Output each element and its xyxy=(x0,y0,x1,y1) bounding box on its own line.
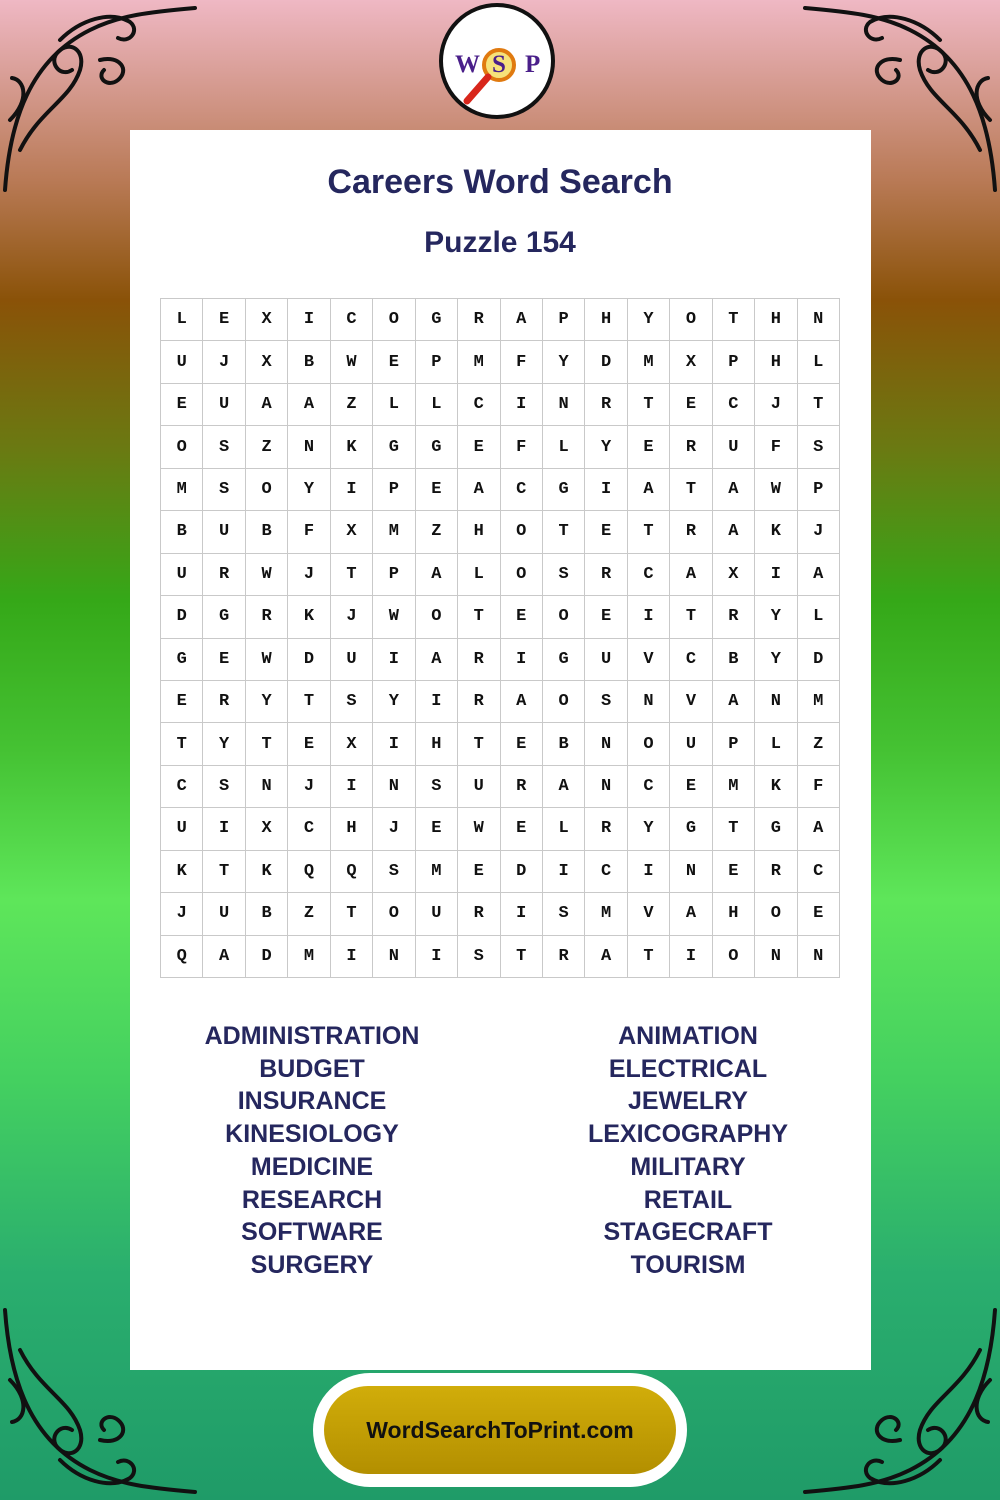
grid-cell[interactable]: T xyxy=(331,893,373,935)
grid-cell[interactable]: R xyxy=(501,766,543,808)
grid-cell[interactable]: N xyxy=(543,384,585,426)
grid-cell[interactable]: M xyxy=(628,341,670,383)
grid-cell[interactable]: Y xyxy=(755,639,797,681)
grid-cell[interactable]: R xyxy=(203,554,245,596)
grid-cell[interactable]: J xyxy=(161,893,203,935)
grid-cell[interactable]: R xyxy=(203,681,245,723)
grid-cell[interactable]: E xyxy=(416,808,458,850)
grid-cell[interactable]: P xyxy=(373,554,415,596)
grid-cell[interactable]: D xyxy=(246,936,288,978)
word-list-item: BUDGET xyxy=(259,1054,365,1083)
grid-cell[interactable]: S xyxy=(331,681,373,723)
grid-cell[interactable]: E xyxy=(161,681,203,723)
grid-cell[interactable]: D xyxy=(585,341,627,383)
grid-cell[interactable]: O xyxy=(628,723,670,765)
grid-cell[interactable]: L xyxy=(798,596,840,638)
grid-cell[interactable]: W xyxy=(373,596,415,638)
grid-cell[interactable]: X xyxy=(713,554,755,596)
grid-cell[interactable]: M xyxy=(161,469,203,511)
grid-cell[interactable]: E xyxy=(203,299,245,341)
grid-cell[interactable]: H xyxy=(713,893,755,935)
word-list-item: ANIMATION xyxy=(618,1022,758,1050)
grid-cell[interactable]: K xyxy=(288,596,330,638)
grid-cell[interactable]: N xyxy=(585,766,627,808)
grid-cell[interactable]: F xyxy=(288,511,330,553)
grid-cell[interactable]: E xyxy=(458,851,500,893)
grid-cell[interactable]: R xyxy=(246,596,288,638)
grid-cell[interactable]: S xyxy=(543,893,585,935)
grid-cell[interactable]: T xyxy=(670,596,712,638)
grid-cell[interactable]: O xyxy=(416,596,458,638)
grid-cell[interactable]: M xyxy=(585,893,627,935)
grid-cell[interactable]: Y xyxy=(288,469,330,511)
grid-cell[interactable]: O xyxy=(246,469,288,511)
grid-cell[interactable]: R xyxy=(458,639,500,681)
word-list-item: ELECTRICAL xyxy=(608,1054,768,1083)
grid-cell[interactable]: I xyxy=(501,384,543,426)
grid-cell[interactable]: G xyxy=(543,639,585,681)
grid-cell[interactable]: Y xyxy=(628,808,670,850)
grid-cell[interactable]: L xyxy=(798,341,840,383)
grid-cell[interactable]: O xyxy=(543,681,585,723)
grid-cell[interactable]: U xyxy=(161,341,203,383)
grid-cell[interactable]: G xyxy=(755,808,797,850)
grid-cell[interactable]: A xyxy=(501,681,543,723)
grid-cell[interactable]: I xyxy=(628,596,670,638)
grid-cell[interactable]: T xyxy=(628,384,670,426)
grid-cell[interactable]: H xyxy=(585,299,627,341)
grid-cell[interactable]: R xyxy=(713,596,755,638)
grid-cell[interactable]: C xyxy=(585,851,627,893)
grid-cell[interactable]: Z xyxy=(331,384,373,426)
grid-cell[interactable]: T xyxy=(203,851,245,893)
grid-cell[interactable]: D xyxy=(501,851,543,893)
word-list-item: RETAIL xyxy=(643,1185,733,1214)
grid-cell[interactable]: C xyxy=(458,384,500,426)
grid-cell[interactable]: O xyxy=(161,426,203,468)
grid-cell[interactable]: V xyxy=(628,893,670,935)
grid-cell[interactable]: I xyxy=(501,893,543,935)
grid-cell[interactable]: U xyxy=(331,639,373,681)
grid-cell[interactable]: A xyxy=(203,936,245,978)
grid-cell[interactable]: A xyxy=(798,808,840,850)
word-list-item: LEXICOGRAPHY xyxy=(587,1120,789,1149)
grid-cell[interactable]: A xyxy=(670,554,712,596)
grid-cell[interactable]: E xyxy=(501,723,543,765)
grid-cell[interactable]: L xyxy=(373,384,415,426)
grid-cell[interactable]: N xyxy=(798,936,840,978)
grid-cell[interactable]: M xyxy=(373,511,415,553)
grid-cell[interactable]: X xyxy=(331,511,373,553)
grid-cell[interactable]: J xyxy=(288,766,330,808)
grid-cell[interactable]: U xyxy=(203,384,245,426)
word-list-item: RESEARCH xyxy=(241,1185,383,1214)
grid-cell[interactable]: G xyxy=(416,299,458,341)
grid-cell[interactable]: P xyxy=(713,341,755,383)
grid-cell[interactable]: W xyxy=(246,639,288,681)
grid-cell[interactable]: J xyxy=(288,554,330,596)
grid-cell[interactable]: A xyxy=(713,469,755,511)
grid-cell[interactable]: E xyxy=(670,384,712,426)
grid-cell[interactable]: X xyxy=(246,299,288,341)
grid-cell[interactable]: T xyxy=(331,554,373,596)
grid-cell[interactable]: T xyxy=(458,723,500,765)
grid-cell[interactable]: U xyxy=(585,639,627,681)
grid-cell[interactable]: C xyxy=(713,384,755,426)
grid-cell[interactable]: I xyxy=(373,639,415,681)
grid-cell[interactable]: E xyxy=(501,596,543,638)
grid-cell[interactable]: I xyxy=(416,936,458,978)
grid-cell[interactable]: Z xyxy=(246,426,288,468)
grid-cell[interactable]: R xyxy=(670,426,712,468)
grid-cell[interactable]: Z xyxy=(798,723,840,765)
grid-cell[interactable]: Q xyxy=(331,851,373,893)
grid-cell[interactable]: R xyxy=(458,893,500,935)
grid-cell[interactable]: T xyxy=(288,681,330,723)
grid-cell[interactable]: M xyxy=(458,341,500,383)
grid-cell[interactable]: C xyxy=(670,639,712,681)
grid-cell[interactable]: D xyxy=(288,639,330,681)
grid-cell[interactable]: I xyxy=(331,936,373,978)
word-list-item: MEDICINE xyxy=(250,1152,374,1181)
grid-cell[interactable]: T xyxy=(501,936,543,978)
grid-cell[interactable]: A xyxy=(416,639,458,681)
grid-cell[interactable]: T xyxy=(798,384,840,426)
grid-cell[interactable]: I xyxy=(373,723,415,765)
grid-cell[interactable]: O xyxy=(670,299,712,341)
grid-cell[interactable]: X xyxy=(670,341,712,383)
grid-cell[interactable]: R xyxy=(670,511,712,553)
grid-cell[interactable]: E xyxy=(670,766,712,808)
grid-cell[interactable]: S xyxy=(585,681,627,723)
logo-letter-s: S xyxy=(492,51,506,78)
word-list-item: SOFTWARE xyxy=(241,1218,383,1247)
grid-cell[interactable]: U xyxy=(161,554,203,596)
grid-cell[interactable]: W xyxy=(755,469,797,511)
grid-cell[interactable]: B xyxy=(246,511,288,553)
grid-cell[interactable]: B xyxy=(543,723,585,765)
grid-cell[interactable]: X xyxy=(246,808,288,850)
grid-cell[interactable]: S xyxy=(203,766,245,808)
grid-cell[interactable]: H xyxy=(755,299,797,341)
grid-cell[interactable]: K xyxy=(755,766,797,808)
word-list-item: JEWELRY xyxy=(628,1087,748,1116)
grid-cell[interactable]: M xyxy=(798,681,840,723)
grid-cell[interactable]: O xyxy=(501,511,543,553)
grid-cell[interactable]: A xyxy=(713,511,755,553)
grid-cell[interactable]: N xyxy=(798,299,840,341)
grid-cell[interactable]: W xyxy=(246,554,288,596)
grid-cell[interactable]: Y xyxy=(246,681,288,723)
grid-cell[interactable]: S xyxy=(798,426,840,468)
grid-cell[interactable]: K xyxy=(161,851,203,893)
grid-cell[interactable]: N xyxy=(246,766,288,808)
grid-cell[interactable]: Q xyxy=(288,851,330,893)
grid-cell[interactable]: E xyxy=(713,851,755,893)
logo-letter-p: P xyxy=(525,51,541,78)
grid-cell[interactable]: X xyxy=(331,723,373,765)
grid-cell[interactable]: P xyxy=(713,723,755,765)
grid-cell[interactable]: S xyxy=(373,851,415,893)
grid-cell[interactable]: B xyxy=(288,341,330,383)
grid-cell[interactable]: M xyxy=(288,936,330,978)
grid-cell[interactable]: E xyxy=(288,723,330,765)
grid-cell[interactable]: J xyxy=(798,511,840,553)
grid-cell[interactable]: I xyxy=(755,554,797,596)
grid-cell[interactable]: L xyxy=(543,808,585,850)
grid-cell[interactable]: B xyxy=(161,511,203,553)
grid-cell[interactable]: T xyxy=(246,723,288,765)
grid-cell[interactable]: P xyxy=(798,469,840,511)
grid-cell[interactable]: K xyxy=(755,511,797,553)
grid-cell[interactable]: N xyxy=(670,851,712,893)
grid-cell[interactable]: B xyxy=(713,639,755,681)
grid-cell[interactable]: L xyxy=(416,384,458,426)
grid-cell[interactable]: S xyxy=(416,766,458,808)
grid-cell[interactable]: U xyxy=(670,723,712,765)
grid-cell[interactable]: N xyxy=(288,426,330,468)
grid-cell[interactable]: S xyxy=(458,936,500,978)
grid-cell[interactable]: H xyxy=(458,511,500,553)
grid-cell[interactable]: E xyxy=(585,596,627,638)
grid-cell[interactable]: C xyxy=(798,851,840,893)
grid-cell[interactable]: G xyxy=(203,596,245,638)
grid-cell[interactable]: Y xyxy=(373,681,415,723)
grid-cell[interactable]: U xyxy=(416,893,458,935)
grid-cell[interactable]: D xyxy=(161,596,203,638)
grid-cell[interactable]: C xyxy=(501,469,543,511)
grid-cell[interactable]: E xyxy=(373,341,415,383)
grid-cell[interactable]: C xyxy=(161,766,203,808)
grid-cell[interactable]: E xyxy=(628,426,670,468)
grid-cell[interactable]: I xyxy=(543,851,585,893)
word-list-item: STAGECRAFT xyxy=(603,1218,773,1247)
grid-cell[interactable]: Y xyxy=(203,723,245,765)
grid-cell[interactable]: U xyxy=(458,766,500,808)
grid-cell[interactable]: M xyxy=(713,766,755,808)
grid-cell[interactable]: P xyxy=(416,341,458,383)
grid-cell[interactable]: A xyxy=(713,681,755,723)
word-list-item: ADMINISTRATION xyxy=(204,1022,420,1050)
page-title: Careers Word Search xyxy=(327,163,673,201)
grid-cell[interactable]: H xyxy=(416,723,458,765)
grid-cell[interactable]: J xyxy=(373,808,415,850)
grid-cell[interactable]: R xyxy=(543,936,585,978)
grid-cell[interactable]: Y xyxy=(628,299,670,341)
grid-cell[interactable]: A xyxy=(585,936,627,978)
grid-cell[interactable]: A xyxy=(288,384,330,426)
grid-cell[interactable]: R xyxy=(585,384,627,426)
grid-cell[interactable]: T xyxy=(670,469,712,511)
grid-cell[interactable]: U xyxy=(203,511,245,553)
grid-cell[interactable]: Y xyxy=(585,426,627,468)
grid-cell[interactable]: F xyxy=(755,426,797,468)
grid-cell[interactable]: R xyxy=(755,851,797,893)
grid-cell[interactable]: F xyxy=(798,766,840,808)
grid-cell[interactable]: T xyxy=(458,596,500,638)
grid-cell[interactable]: I xyxy=(670,936,712,978)
grid-cell[interactable]: W xyxy=(331,341,373,383)
grid-cell[interactable]: A xyxy=(798,554,840,596)
grid-cell[interactable]: E xyxy=(458,426,500,468)
grid-cell[interactable]: T xyxy=(713,808,755,850)
grid-cell[interactable]: C xyxy=(331,299,373,341)
grid-cell[interactable]: Z xyxy=(416,511,458,553)
word-list-left xyxy=(162,1020,462,1282)
grid-cell[interactable]: G xyxy=(416,426,458,468)
grid-cell[interactable]: W xyxy=(458,808,500,850)
grid-cell[interactable]: E xyxy=(203,639,245,681)
word-list-right xyxy=(538,1020,838,1282)
grid-cell[interactable]: F xyxy=(501,426,543,468)
grid-cell[interactable]: T xyxy=(161,723,203,765)
grid-cell[interactable]: G xyxy=(543,469,585,511)
logo-letter-w: W xyxy=(455,51,480,78)
grid-cell[interactable]: A xyxy=(416,554,458,596)
grid-cell[interactable]: J xyxy=(331,596,373,638)
grid-cell[interactable]: A xyxy=(501,299,543,341)
grid-cell[interactable]: O xyxy=(373,893,415,935)
grid-cell[interactable]: O xyxy=(755,893,797,935)
grid-cell[interactable]: U xyxy=(203,893,245,935)
grid-cell[interactable]: I xyxy=(501,639,543,681)
puzzle-number: Puzzle 154 xyxy=(424,226,576,259)
grid-cell[interactable]: C xyxy=(628,766,670,808)
grid-cell[interactable]: I xyxy=(585,469,627,511)
grid-cell[interactable]: B xyxy=(246,893,288,935)
grid-cell[interactable]: C xyxy=(628,554,670,596)
grid-cell[interactable]: L xyxy=(755,723,797,765)
website-link-button[interactable]: WordSearchToPrint.com xyxy=(324,1386,676,1474)
grid-cell[interactable]: P xyxy=(373,469,415,511)
grid-cell[interactable]: E xyxy=(501,808,543,850)
grid-cell[interactable]: L xyxy=(458,554,500,596)
grid-cell[interactable]: Y xyxy=(755,596,797,638)
grid-cell[interactable]: H xyxy=(331,808,373,850)
grid-cell[interactable]: K xyxy=(246,851,288,893)
grid-cell[interactable]: R xyxy=(458,681,500,723)
grid-cell[interactable]: N xyxy=(585,723,627,765)
grid-cell[interactable]: E xyxy=(798,893,840,935)
grid-cell[interactable]: G xyxy=(670,808,712,850)
grid-cell[interactable]: O xyxy=(543,596,585,638)
grid-cell[interactable]: O xyxy=(713,936,755,978)
word-list-item: INSURANCE xyxy=(237,1087,387,1116)
grid-cell[interactable]: P xyxy=(543,299,585,341)
grid-cell[interactable]: L xyxy=(543,426,585,468)
grid-cell[interactable]: R xyxy=(585,554,627,596)
grid-cell[interactable]: I xyxy=(331,766,373,808)
grid-cell[interactable]: U xyxy=(161,808,203,850)
grid-cell[interactable]: S xyxy=(543,554,585,596)
grid-cell[interactable]: D xyxy=(798,639,840,681)
word-list-item: TOURISM xyxy=(630,1250,746,1279)
grid-cell[interactable]: T xyxy=(628,511,670,553)
word-list-item: KINESIOLOGY xyxy=(225,1120,399,1149)
grid-cell[interactable]: E xyxy=(585,511,627,553)
grid-cell[interactable]: R xyxy=(458,299,500,341)
grid-cell[interactable]: A xyxy=(458,469,500,511)
grid-cell[interactable]: N xyxy=(373,766,415,808)
grid-cell[interactable]: Q xyxy=(161,936,203,978)
grid-cell[interactable]: O xyxy=(373,299,415,341)
letter-grid xyxy=(160,298,840,978)
grid-cell[interactable]: T xyxy=(713,299,755,341)
grid-cell[interactable]: I xyxy=(203,808,245,850)
grid-cell[interactable]: G xyxy=(161,639,203,681)
word-list-item: SURGERY xyxy=(250,1250,374,1279)
grid-cell[interactable]: T xyxy=(628,936,670,978)
grid-cell[interactable]: M xyxy=(416,851,458,893)
grid-cell[interactable]: V xyxy=(628,639,670,681)
grid-cell[interactable]: N xyxy=(628,681,670,723)
grid-cell[interactable]: N xyxy=(755,681,797,723)
grid-cell[interactable]: S xyxy=(203,426,245,468)
grid-cell[interactable]: N xyxy=(373,936,415,978)
grid-cell[interactable]: T xyxy=(543,511,585,553)
grid-cell[interactable]: J xyxy=(755,384,797,426)
footer-pill xyxy=(313,1373,687,1487)
grid-cell[interactable]: E xyxy=(161,384,203,426)
grid-cell[interactable]: I xyxy=(628,851,670,893)
grid-cell[interactable]: I xyxy=(331,469,373,511)
grid-cell[interactable]: R xyxy=(585,808,627,850)
grid-cell[interactable]: O xyxy=(501,554,543,596)
grid-cell[interactable]: S xyxy=(203,469,245,511)
grid-cell[interactable]: Z xyxy=(288,893,330,935)
grid-cell[interactable]: J xyxy=(203,341,245,383)
grid-cell[interactable]: L xyxy=(161,299,203,341)
grid-cell[interactable]: U xyxy=(713,426,755,468)
grid-cell[interactable]: A xyxy=(628,469,670,511)
grid-cell[interactable]: A xyxy=(543,766,585,808)
grid-cell[interactable]: F xyxy=(501,341,543,383)
grid-cell[interactable]: I xyxy=(288,299,330,341)
grid-cell[interactable]: K xyxy=(331,426,373,468)
grid-cell[interactable]: E xyxy=(416,469,458,511)
grid-cell[interactable]: G xyxy=(373,426,415,468)
grid-cell[interactable]: Y xyxy=(543,341,585,383)
grid-cell[interactable]: A xyxy=(670,893,712,935)
word-list-item: MILITARY xyxy=(630,1152,746,1181)
grid-cell[interactable]: V xyxy=(670,681,712,723)
grid-cell[interactable]: X xyxy=(246,341,288,383)
grid-cell[interactable]: H xyxy=(755,341,797,383)
grid-cell[interactable]: C xyxy=(288,808,330,850)
grid-cell[interactable]: N xyxy=(755,936,797,978)
grid-cell[interactable]: I xyxy=(416,681,458,723)
grid-cell[interactable]: A xyxy=(246,384,288,426)
site-logo[interactable] xyxy=(439,3,555,119)
